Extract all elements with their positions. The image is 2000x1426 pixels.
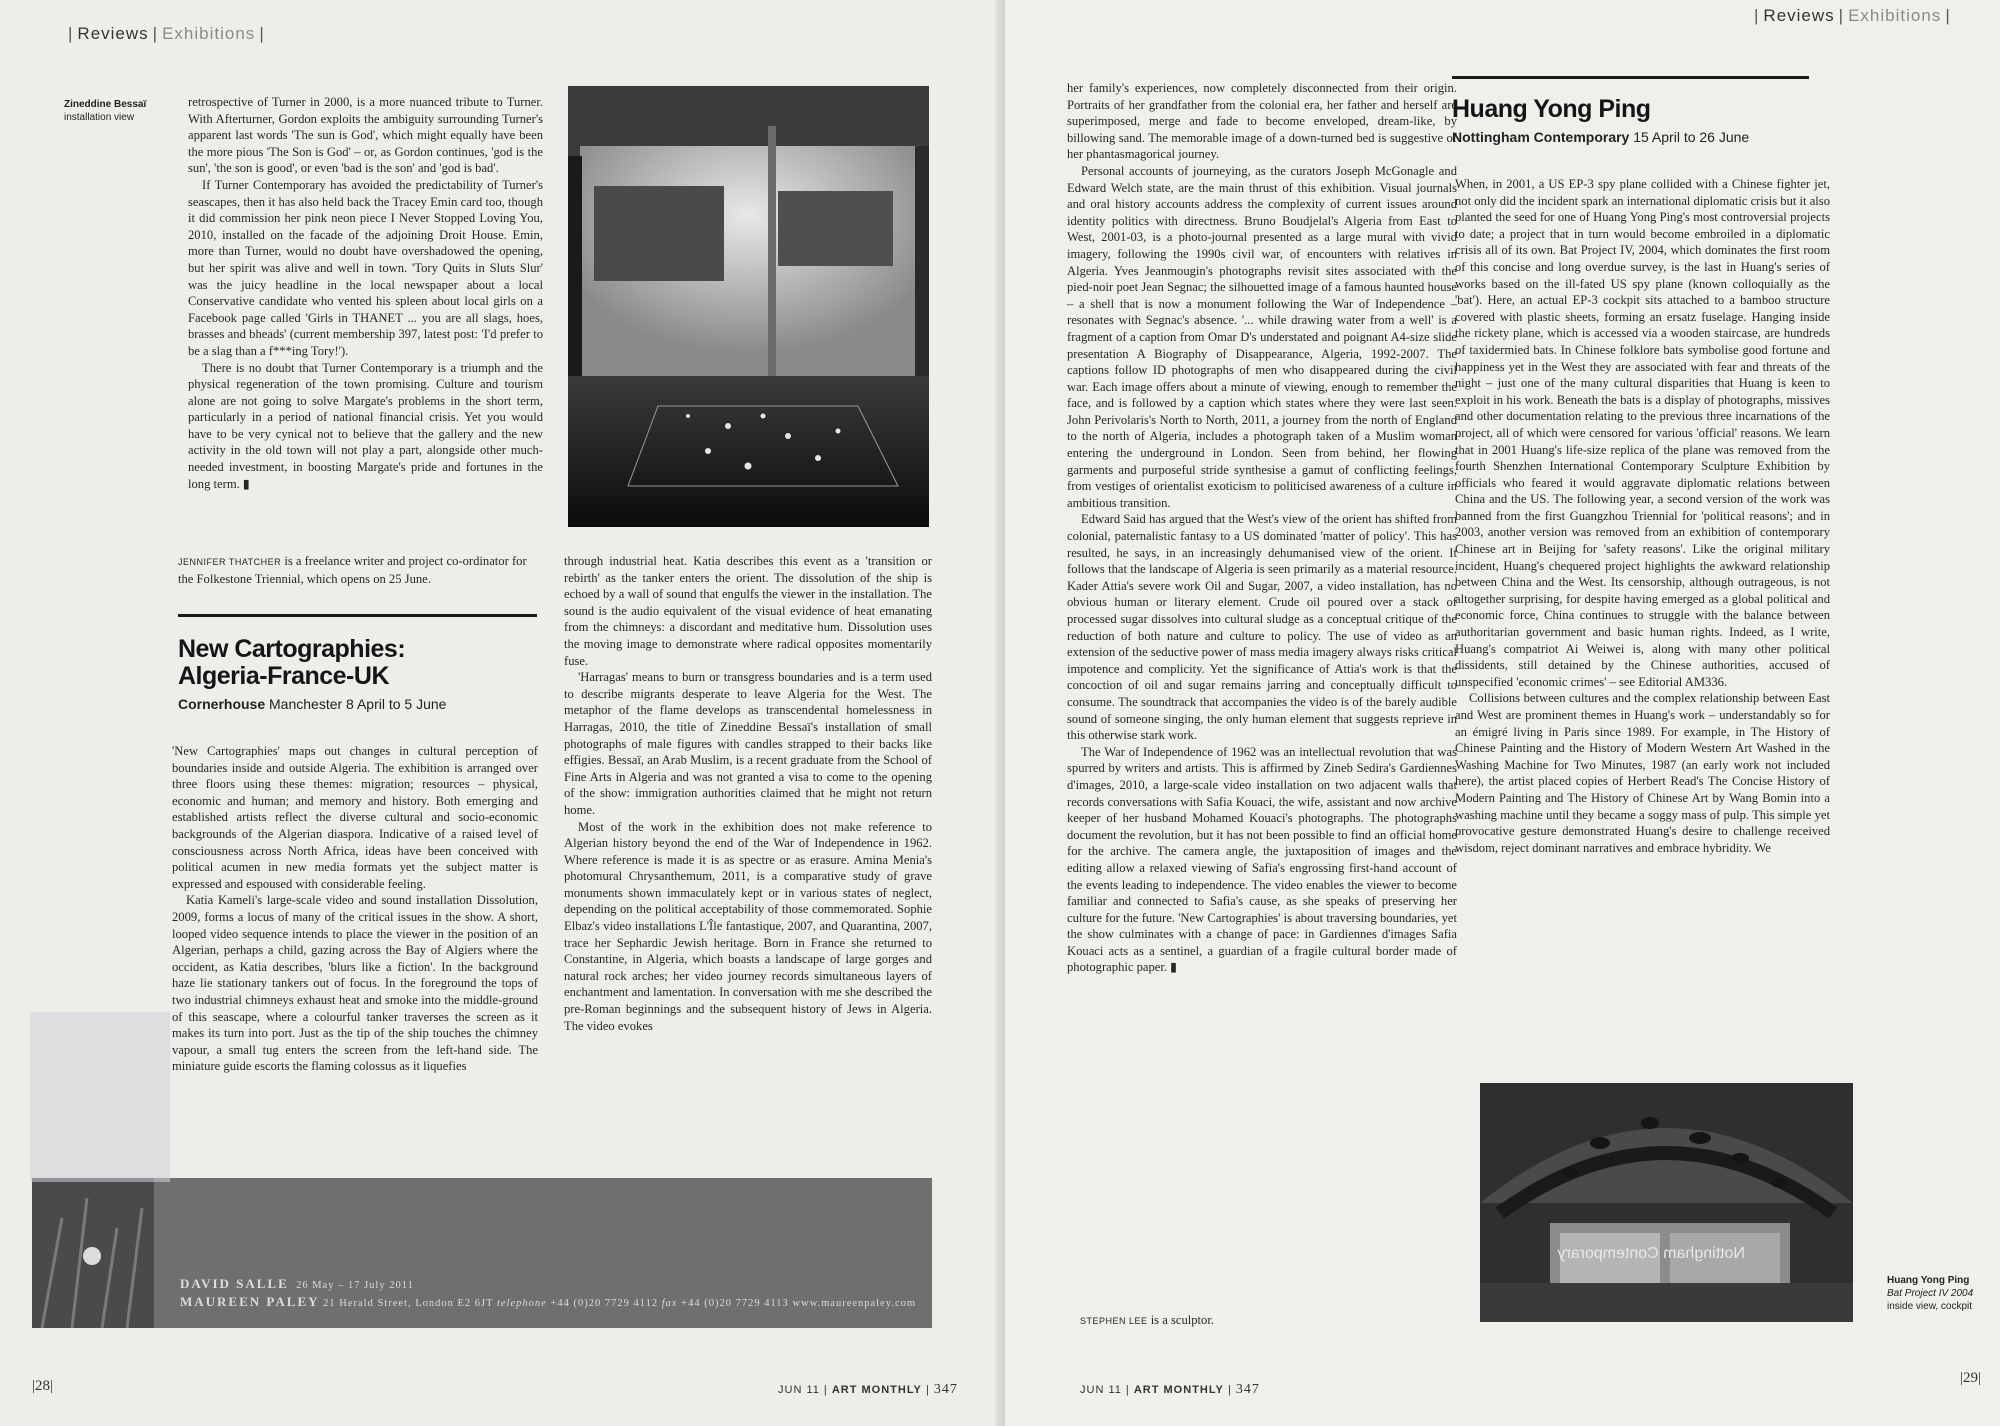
- header-subsection: Exhibitions: [1848, 6, 1942, 25]
- footer-number: 347: [933, 1382, 958, 1397]
- article-dates: 15 April to 26 June: [1633, 129, 1750, 145]
- photo-caption-bessai: [64, 98, 164, 124]
- column-new-cartographies-1: [172, 743, 538, 1075]
- ad-artwork-thumbnail: [32, 1178, 154, 1328]
- footer-magazine: ART MONTHLY: [1133, 1384, 1224, 1396]
- article-venue: Nottingham Contemporary: [1452, 129, 1630, 145]
- paragraph: Katia Kameli's large-scale video and sound installation Dissolution, 2009, forms a locus of many of the critical issues in the show. A short, looped video sequence intends to place the viewer in the position of an Algerian, perhaps a child, gazing across the Bay of Algiers where the occident, as Katia describes, 'blurs like a fiction'. In the background haze lie stationary tankers out of focus. In the foreground the tops of two industrial chimneys exhaust heat and smoke into the middle-ground of this seascape, where a colourful tanker traverses the screen as it makes its turn into port. Just as the tip of the ship touches the chimney vapour, a small tug enters the screen from the left-hand side. The miniature guide escorts the flaming colossus as it liquefies: [172, 893, 538, 1074]
- author-bio-thatcher: [178, 553, 538, 588]
- caption-line2: inside view, cockpit: [1887, 1301, 1973, 1312]
- paragraph: When, in 2001, a US EP-3 spy plane collided with a Chinese fighter jet, not only did the incident spark an international diplomatic crisis but it also planted the seed for one of Huang Yong Ping's most controversial projects to date; a project that in turn would become embroiled in a diplomatic crisis all of its own. Bat Project IV, 2004, which dominates the first room of this concise and long overdue survey, is the last in Huang's series of works based on the ill-fated US spy plane (known colloquially as the 'bat'). Here, an actual EP-3 cockpit sits attached to a bamboo structure covered with plastic sheets, forming an ersatz fuselage. Hanging inside the rickety plane, which is accessed via a wooden staircase, are hundreds of taxidermied bats. In Chinese folklore bats symbolise good fortune and happiness yet in the West they are associated with fear and threats of the night – just one of the many cultural disparities that Huang is keen to exploit in his work. Beneath the bats is a display of photographs, missives and other documentation relating to the previous three incarnations of the project, all of which were censored for various 'official' reasons. We learn that in 2001 Huang's life-size replica of the plane was removed from the fourth Shenzhen International Contemporary Sculpture Exhibition by officials who feared it would aggravate diplomatic relations between China and the US. The following year, a second version of the work was banned from the first Guangzhou Triennial for 'political reasons'; and in 2003, another version was removed from an exhibition of contemporary Chinese art in Beijing for 'safety reasons'. Like the original military incident, Huang's chequered project highlights the awkward relationship between China and the West. Its censorship, although outrageous, is not altogether surprising, for despite having emerged as a global political and economic force, China continues to struggle with the balance between authoritarian government and basic human rights. Indeed, as I write, Huang's compatriot Ai Weiwei is, along with many other political dissidents, still detained by the Chinese authorities, accused of unspecified 'economic crimes' – see Editorial AM336.: [1455, 177, 1830, 689]
- paragraph: 'New Cartographies' maps out changes in cultural perception of boundaries inside and outside Algeria. The exhibition is arranged over three floors using these themes: migration; resources – physical, economic and human; and memory and history. Both emerging and established artists reflect the diverse cultural and socio-economic backgrounds of the Algerian diaspora. Indicative of a raised level of consciousness across North Africa, ideas have been conceived with political acumen in new media formats yet the subject matter is expressed and espoused with considerable feeling.: [172, 744, 538, 891]
- installation-photo-graphic: [568, 86, 929, 527]
- ad-tel-label: telephone: [496, 1298, 547, 1309]
- author-bio-lee: [1080, 1312, 1440, 1330]
- article-header-huang: [1452, 96, 1812, 145]
- footer-issue: JUN 11: [1080, 1384, 1122, 1396]
- advertisement-banner: [32, 1178, 932, 1328]
- caption-line1: Bat Project IV 2004: [1887, 1288, 1974, 1299]
- paragraph: If Turner Contemporary has avoided the predictability of Turner's seascapes, then it has also held back the Tracey Emin card too, though it did commission her pink neon piece I Never Stopped Loving You, 2010, installed on the facade of the adjoining Droit House. Emin, more than Turner, would no doubt have overshadowed the opening, but her spirit was alive and well in town. 'Tory Quits in Sluts Slur' was the juicy headline in the local newspaper about a local Conservative candidate who vented his spleen about local girls on a Facebook page called 'Girls in THANET ... you are all slags, hoes, brasses and bheads' (current membership 397, latest post: 'I'd prefer to be a slag than a f***ing Tory!').: [188, 177, 543, 358]
- show-through-shadow: [30, 1012, 170, 1182]
- column-new-cartographies-2: [564, 553, 932, 1034]
- article-title-line2: Algeria-France-UK: [178, 662, 389, 690]
- page-number-right: |29|: [1960, 1370, 1982, 1386]
- paragraph: through industrial heat. Katia describes this event as a 'transition or rebirth' as the tanker enters the orient. The dissolution of the ship is echoed by a wall of sound that engulfs the viewer in the installation. The sound is the audio equivalent of the visual evidence of heat emanating from the chimneys: a discordant and meditative hum. Dissolution uses the moving image to demonstrate where radical opposites momentarily fuse.: [564, 554, 932, 668]
- right-page: [1005, 0, 2000, 1426]
- column-huang: [1455, 176, 1830, 856]
- left-page-header: | Reviews | Exhibitions |: [68, 24, 265, 43]
- bio-name: JENNIFER THATCHER: [178, 557, 282, 567]
- ad-fax-label: fax: [661, 1298, 678, 1309]
- section-rule: [1452, 76, 1809, 79]
- article-header-new-cartographies: [178, 636, 538, 712]
- header-section: Reviews: [77, 24, 149, 43]
- caption-name: Huang Yong Ping: [1887, 1275, 1970, 1286]
- ad-address: 21 Herald Street, London E2 6JT: [323, 1298, 494, 1309]
- paragraph: Personal accounts of journeying, as the curators Joseph McGonagle and Edward Welch state, are the main thrust of this exhibition. Visual journals and oral history accounts address the complexity of current issues around identity politics with directness. Bruno Boudjelal's Algeria from East to West, 2001-03, is a photo-journal presented as a large mural with vivid imagery, following the 1990s civil war, of encounters with relatives in Algeria. Yves Jeanmougin's photographs revisit sites associated with the pied-noir poet Jean Segnac; the silhouetted image of a famous haunted house – a shell that is now a monument following the War of Independence – resonates with Segnac's absence. '... while drawing water from a well' is a fragment of a caption from Omar D's understated and poignant A4-size slide presentation A Biography of Disappearance, Algeria, 1992-2007. The captions follow ID photographs of men who disappeared during the civil war. Each image offers about a minute of viewing, enough to remember the face, and is followed by a caption which states where they were last seen. John Perivolaris's North to North, 2011, a journey from the north of England to the north of Algeria, includes a photograph taken of a Muslim woman entering the underground in London. Seen from behind, her flowing garments and purposeful stride synthesise a gamut of conflicting feelings, from vestiges of orientalist exoticism to politicised awareness of a culture in ambitious transition.: [1067, 163, 1457, 510]
- ad-fax: +44 (0)20 7729 4113: [681, 1298, 789, 1309]
- ad-dates: 26 May – 17 July 2011: [296, 1280, 414, 1291]
- article-venue: Cornerhouse: [178, 696, 266, 712]
- huang-photo-graphic: [1480, 1083, 1853, 1322]
- ad-web: www.maureenpaley.com: [792, 1298, 917, 1309]
- installation-photo-bessai: [568, 86, 929, 527]
- article-title-line1: New Cartographies:: [178, 635, 406, 663]
- paragraph: Most of the work in the exhibition does not make reference to Algerian history beyond the end of the War of Independence in 1962. Where reference is made it is as spectre or as erasure. Amina Menia's photomural Chrysanthemum, 2011, is a comparative study of grave monuments shown immaculately kept or in various states of neglect, depending on the political acceptability of those commemorated. Sophie Elbaz's video installations L'Île fantastique, 2007, and Quarantina, 2007, trace her Sephardic Jewish heritage. Born in France she returned to Constantine, in Algeria, which boasts a landscape of large gorges and natural rock arches; her video journey records simultaneous layers of enchantment and lamentation. In conversation with me she described the pre-Roman beginnings and the subsequent history of Jews in Algeria. The video evokes: [564, 819, 932, 1033]
- ad-line2: [180, 1294, 916, 1310]
- article-title: Huang Yong Ping: [1452, 95, 1651, 123]
- paragraph: There is no doubt that Turner Contemporary is a triumph and the physical regeneration of the town promising. Culture and tourism alone are not going to solve Margate's problems in the short term, particularly in a period of national financial crisis. Yet you would have to be very cynical not to believe that the gallery and the new activity in the old town will not play a part, alongside other much-needed investment, in boosting Margate's pride and fortunes in the long term. ▮: [188, 360, 543, 491]
- photo-caption-huang: [1887, 1274, 1997, 1313]
- paragraph: her family's experiences, now completely disconnected from their origin. Portraits of her grandfather from the colonial era, her father and herself are superimposed, merge and fade to become enveloped, dream-like, by billowing sand. The memorable image of a down-turned bed is suggestive of her phantasmagorical journey.: [1067, 81, 1457, 162]
- bio-name: STEPHEN LEE: [1080, 1316, 1148, 1326]
- ad-tel: +44 (0)20 7729 4112: [550, 1298, 659, 1309]
- footer-number: 347: [1235, 1382, 1260, 1397]
- ad-artist: DAVID SALLE: [180, 1276, 289, 1291]
- paragraph: retrospective of Turner in 2000, is a more nuanced tribute to Turner. With Afterturner, Gordon exploits the ambiguity surrounding Turner's apparent last words 'The sun is God', which might equally have been the more pious 'The Son is God' – or, as Gordon continues, 'god is the sun', 'the son is good', or even 'bad is the son' and 'god is bad'.: [188, 95, 543, 176]
- footer-magazine: ART MONTHLY: [831, 1384, 922, 1396]
- right-page-header: | Reviews | Exhibitions |: [1754, 6, 1951, 25]
- ad-line1: [180, 1276, 414, 1292]
- paragraph: The War of Independence of 1962 was an intellectual revolution that was spurred by writers and artists. This is affirmed by Zineb Sedira's Gardiennes d'images, 2010, a large-scale video installation on two adjacent walls that records conversations with Safia Kouaci, the wife, assistant and now archive keeper of her husband Mohamed Kouaci's photographs. The photographs document the revolution, but it has not been possible to find an official home for the archive. The camera angle, the juxtaposition of images and the editing allow a relaxed viewing of Safia's engrossing first-hand account of the events leading to independence. The video enables the viewer to become familiar and connected to Safia's cause, as she speaks of preserving her culture for the future. 'New Cartographies' is about traversing boundaries, yet the show culminates with a change of pace: in Gardiennes d'images Safia Kouaci acts as a sentinel, a guardian of a fragile cultural border made of photographic paper. ▮: [1067, 744, 1457, 975]
- paragraph: 'Harragas' means to burn or transgress boundaries and is a term used to describe migrants desperate to leave Algeria for the West. The metaphor of the flame develops as transcendental homelessness in Harragas, 2010, the title of Zineddine Bessaï's installation of small photographs of male figures with candles strapped to their backs like effigies. Bessaï, an Arab Muslim, is a recent graduate from the School of Fine Arts in Algeria and was not granted a visa to come to the opening of the show: immigration authorities claimed that he might not return home.: [564, 670, 932, 817]
- column-new-cartographies-3: [1067, 80, 1457, 976]
- article-dates: Manchester 8 April to 5 June: [269, 696, 447, 712]
- paragraph: Collisions between cultures and the complex relationship between East and West are prominent themes in Huang's work – understandably so for an émigré living in Paris since 1989. For example, in The History of Chinese Painting and the History of Modern Western Art Washed in the Washing Machine for Two Minutes, 1987 (an early work not included here), the artist placed copies of Herbert Read's The Concise History of Modern Painting and The History of Chinese Art by Wang Bomin into a washing machine until they became a soggy mass of pulp. This simple yet provocative gesture demonstrated Huang's desire to challenge received wisdom, reject dominant narratives and embrace hybridity. We: [1455, 691, 1830, 855]
- caption-desc: installation view: [64, 112, 135, 123]
- footer-right: JUN 11 | ART MONTHLY | 347: [1080, 1382, 1260, 1397]
- caption-name: Zineddine Bessaï: [64, 99, 147, 110]
- paragraph: Edward Said has argued that the West's view of the orient has shifted from colonial, paternalistic fantasy to a US dominated 'matter of policy'. This has resulted, he says, in an increasingly dehumanised view of the orient. It follows that the landscape of Algeria is seen primarily as a material resource. Kader Attia's severe work Oil and Sugar, 2007, a video installation, has no obvious human or literary element. Crude oil poured over a stack of processed sugar dissolves into cultural sludge as a conceptual critique of the reduction of both nature and culture to policy. The use of video as an extension of the seductive power of mass media imagery always risks critical impotence and complicity. Yet the significance of Attia's work is that the concoction of oil and sugar remains jarring and conceptually difficult to consume. The soundtrack that accompanies the video is of the barely audible sound of someone singing, the only human element that suggests reprieve in this otherwise stark work.: [1067, 512, 1457, 743]
- footer-left: JUN 11 | ART MONTHLY | 347: [778, 1382, 958, 1397]
- page-number-left: |28|: [32, 1378, 54, 1394]
- ad-gallery: MAUREEN PALEY: [180, 1294, 320, 1309]
- bio-text: is a sculptor.: [1150, 1313, 1215, 1327]
- header-subsection: Exhibitions: [162, 24, 256, 43]
- section-rule: [178, 614, 537, 617]
- header-section: Reviews: [1763, 6, 1835, 25]
- ad-artwork-graphic: [32, 1178, 154, 1328]
- column-turner-end: [188, 94, 543, 492]
- photo-reflected-sign: Nottingham Contemporary: [1557, 1245, 1745, 1262]
- footer-issue: JUN 11: [778, 1384, 820, 1396]
- huang-bat-project-photo: [1480, 1083, 1853, 1322]
- bio-text: is a freelance writer and project co-ordinator for the Folkestone Triennial, which opens on 25 June.: [178, 554, 527, 586]
